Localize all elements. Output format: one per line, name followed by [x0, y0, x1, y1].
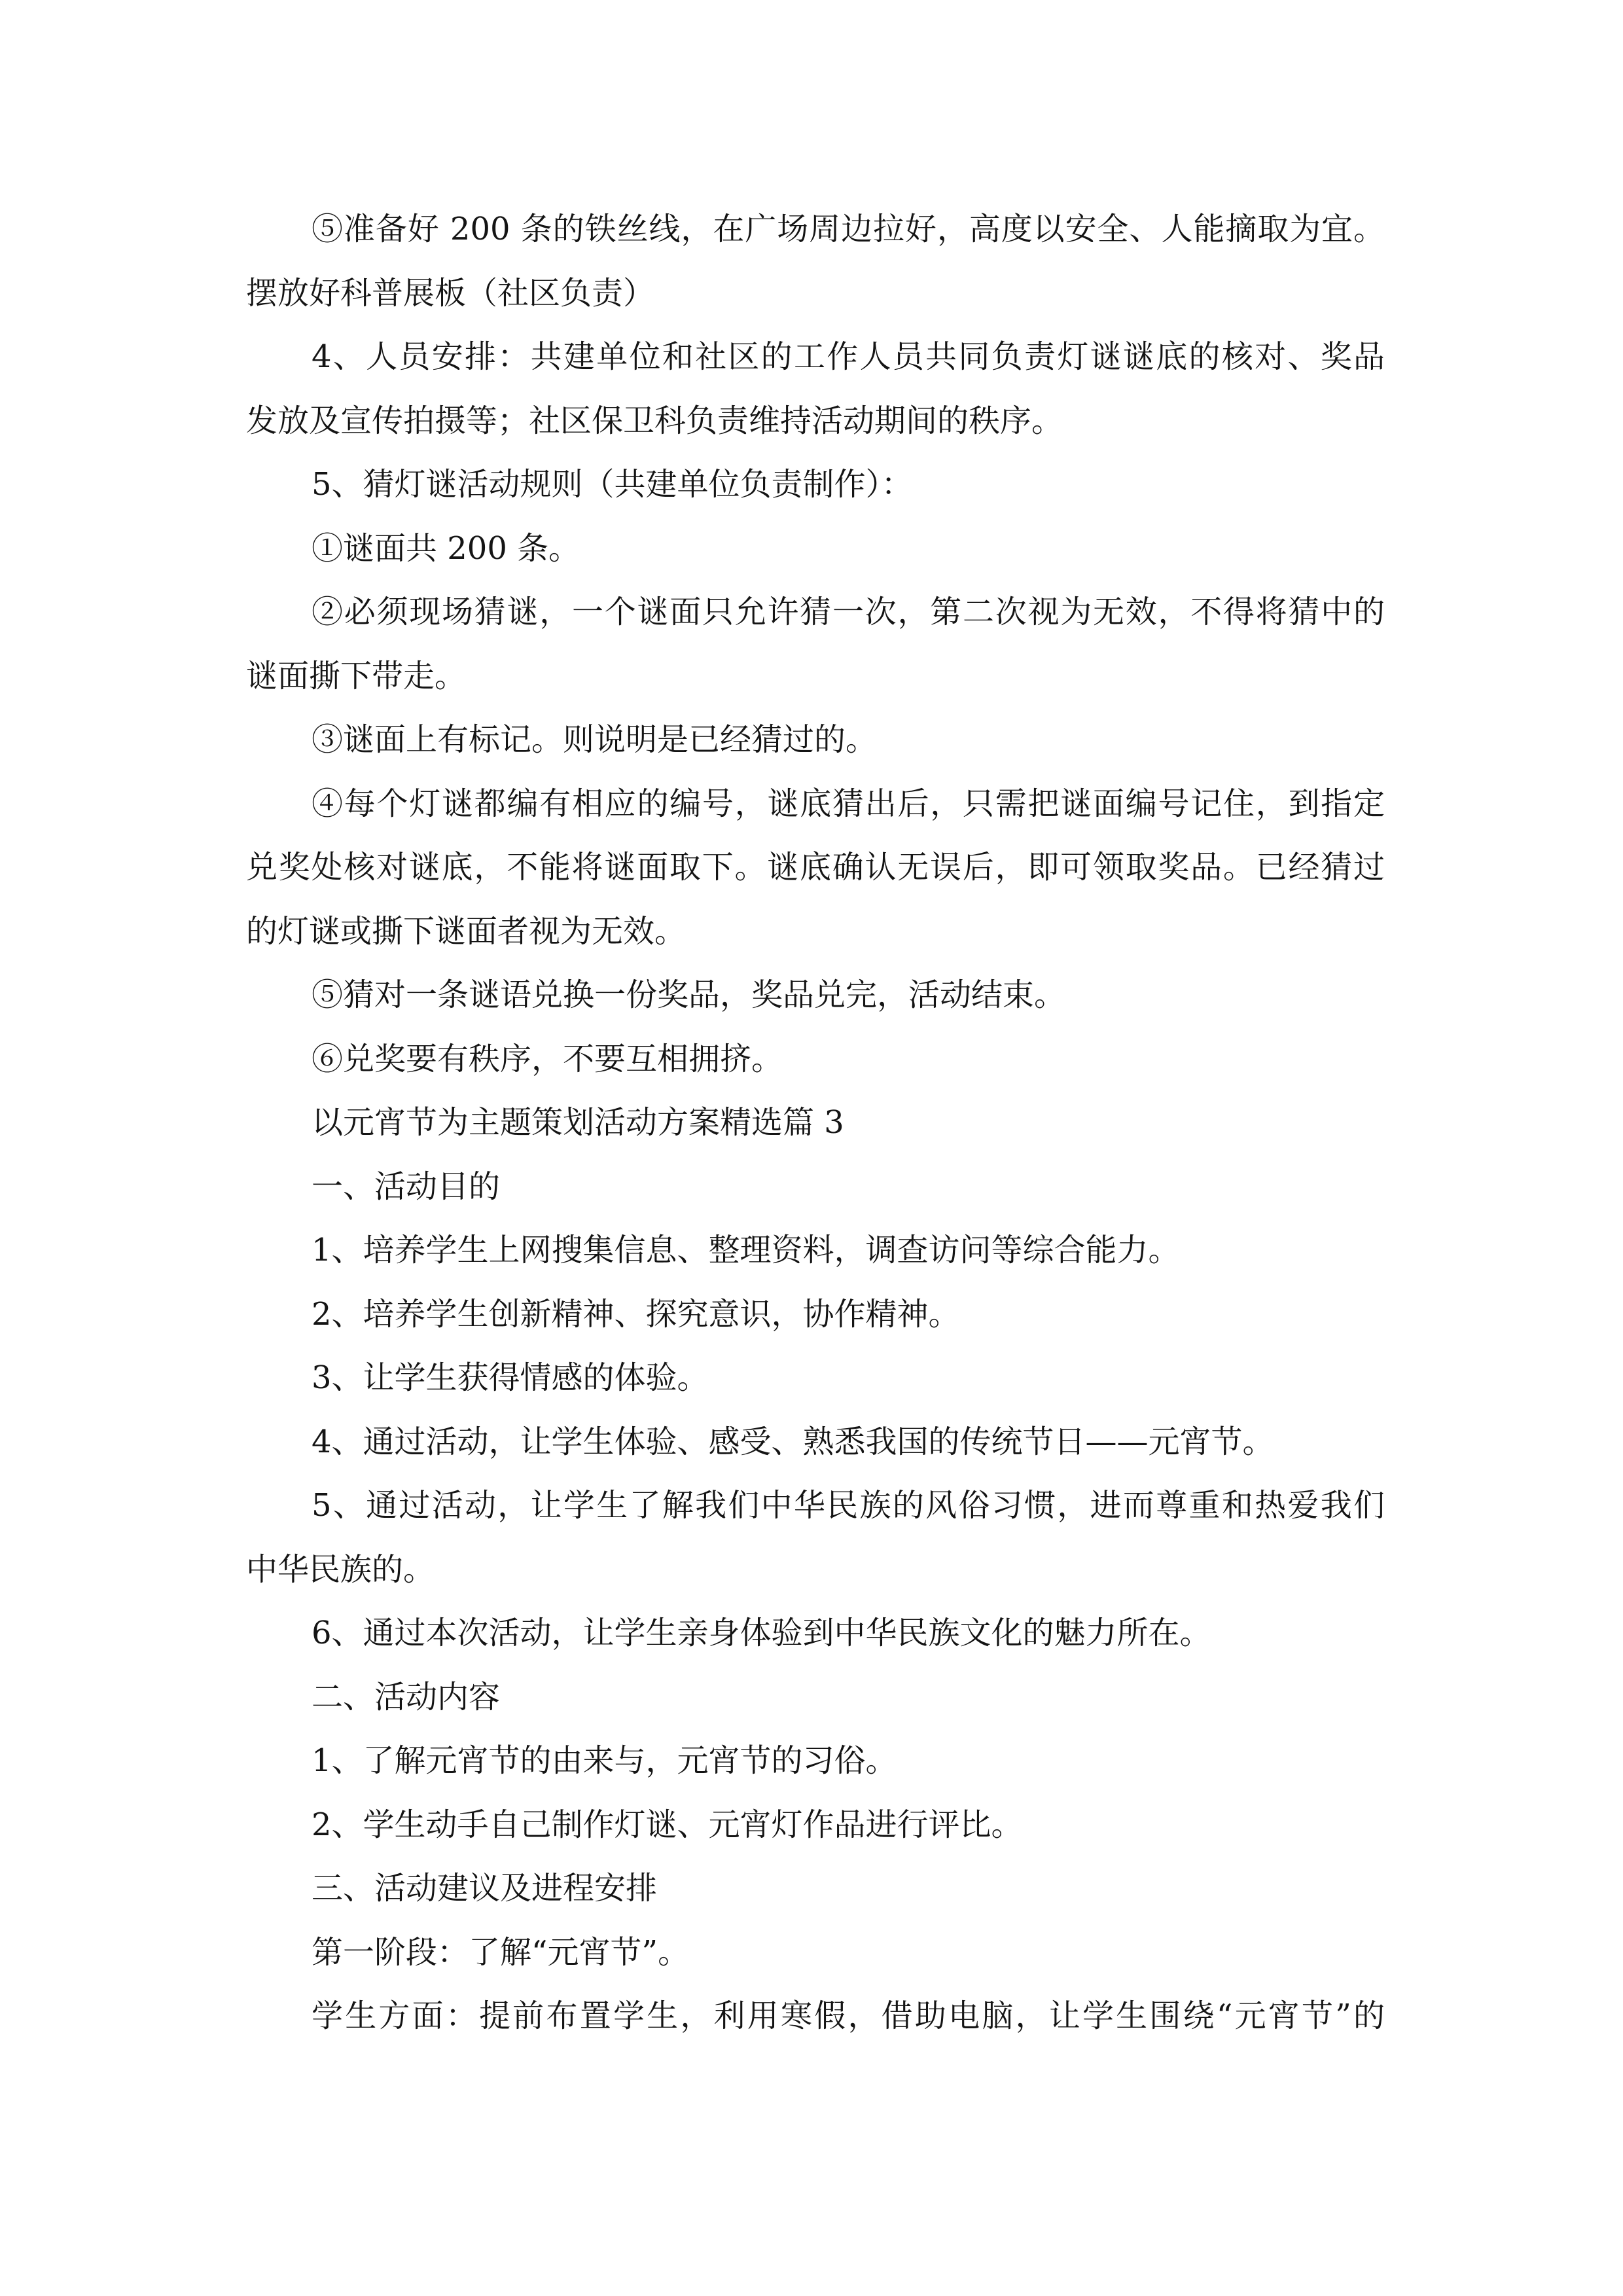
- paragraph: [246, 1410, 1385, 1475]
- text-line: 4、通过活动，让学生体验、感受、熟悉我国的传统节日——元宵节。: [312, 1423, 1274, 1460]
- text-line: 6、通过本次活动，让学生亲身体验到中华民族文化的魅力所在。: [312, 1615, 1211, 1651]
- text-line: 的灯谜或撕下谜面者视为无效。: [246, 912, 687, 950]
- document-body: [246, 198, 1385, 2049]
- text-line: 学生方面：提前布置学生，利用寒假，借助电脑，让学生围绕“元宵节”的: [312, 1998, 1385, 2034]
- text-line: ⑥兑奖要有秩序，不要互相拥挤。: [312, 1040, 783, 1077]
- text-line: ①谜面共 200 条。: [312, 529, 580, 567]
- section-heading: [246, 1857, 1385, 1921]
- text-line: 以元宵节为主题策划活动方案精选篇 3: [312, 1104, 844, 1141]
- text-line: 摆放好科普展板（社区负责）: [246, 274, 655, 312]
- text-line: 5、通过活动，让学生了解我们中华民族的风俗习惯，进而尊重和热爱我们: [312, 1487, 1385, 1524]
- paragraph: [246, 198, 1385, 325]
- paragraph: [246, 1346, 1385, 1410]
- paragraph: [246, 1793, 1385, 1857]
- paragraph: [246, 772, 1385, 964]
- paragraph: [246, 1921, 1385, 1985]
- paragraph: [246, 517, 1385, 581]
- text-line: 二、活动内容: [312, 1678, 501, 1715]
- paragraph: [246, 1283, 1385, 1347]
- paragraph: [246, 581, 1385, 708]
- text-line: 发放及宣传拍摄等；社区保卫科负责维持活动期间的秩序。: [246, 402, 1063, 439]
- section-heading: [246, 1666, 1385, 1730]
- paragraph: [246, 1729, 1385, 1793]
- text-line: 4、人员安排：共建单位和社区的工作人员共同负责灯谜谜底的核对、奖品: [312, 338, 1385, 375]
- text-line: ⑤猜对一条谜语兑换一份奖品，奖品兑完，活动结束。: [312, 977, 1066, 1013]
- text-line: 第一阶段：了解“元宵节”。: [312, 1933, 690, 1971]
- text-line: 5、猜灯谜活动规则（共建单位负责制作）：: [312, 466, 913, 503]
- article-title: [246, 1091, 1385, 1155]
- section-heading: [246, 1155, 1385, 1219]
- text-line: ⑤准备好 200 条的铁丝线，在广场周边拉好，高度以安全、人能摘取为宜。: [312, 211, 1385, 247]
- text-line: 3、让学生获得情感的体验。: [312, 1359, 709, 1396]
- text-line: 一、活动目的: [312, 1168, 501, 1205]
- text-line: 中华民族的。: [246, 1551, 435, 1588]
- paragraph: [246, 1474, 1385, 1602]
- text-line: 1、了解元宵节的由来与，元宵节的习俗。: [312, 1742, 897, 1779]
- text-line: 2、培养学生创新精神、探究意识，协作精神。: [312, 1295, 960, 1333]
- paragraph: [246, 1028, 1385, 1092]
- paragraph: [246, 1602, 1385, 1666]
- paragraph: [246, 453, 1385, 517]
- text-line: 三、活动建议及进程安排: [312, 1870, 658, 1907]
- text-line: 谜面撕下带走。: [246, 657, 467, 694]
- paragraph: [246, 963, 1385, 1028]
- text-line: ②必须现场猜谜，一个谜面只允许猜一次，第二次视为无效，不得将猜中的: [312, 594, 1385, 630]
- paragraph: [246, 325, 1385, 453]
- text-line: 1、培养学生上网搜集信息、整理资料，调查访问等综合能力。: [312, 1232, 1180, 1268]
- text-line: ③谜面上有标记。则说明是已经猜过的。: [312, 721, 878, 758]
- paragraph: [246, 1219, 1385, 1283]
- text-line: 2、学生动手自己制作灯谜、元宵灯作品进行评比。: [312, 1806, 1023, 1843]
- text-line: ④每个灯谜都编有相应的编号，谜底猜出后，只需把谜面编号记住，到指定: [312, 785, 1385, 822]
- paragraph: [246, 708, 1385, 772]
- paragraph: [246, 1984, 1385, 2049]
- text-line: 兑奖处核对谜底，不能将谜面取下。谜底确认无误后，即可领取奖品。已经猜过: [246, 849, 1385, 886]
